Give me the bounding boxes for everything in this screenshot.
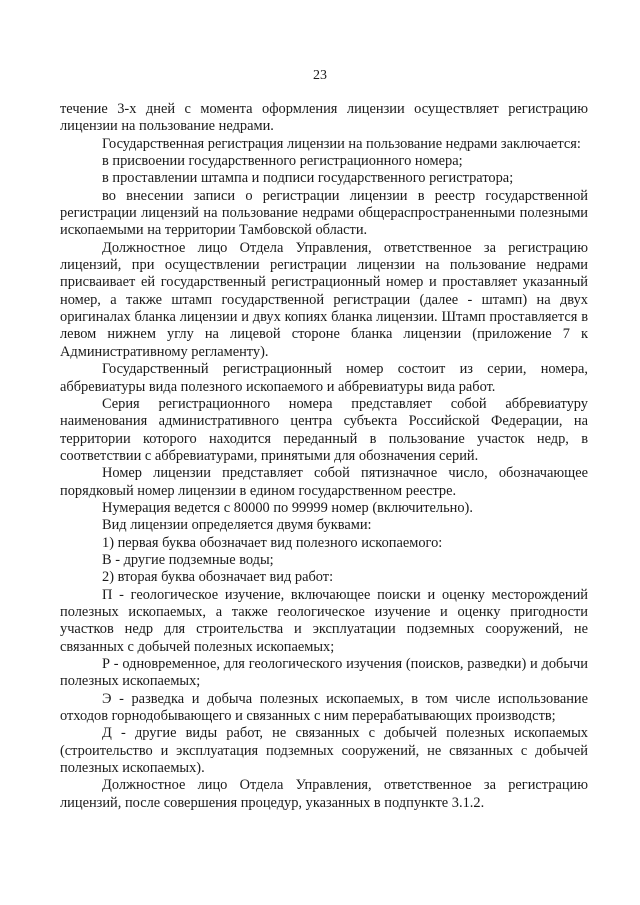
paragraph: Должностное лицо Отдела Управления, ответственное за регистрацию лицензий, при осуществлении регистрации лицензии на пользование недрами присваивает ей государственный регистрационный номер и проставляет указанный номер, а также штамп государственной регистрации (далее - штамп) на двух оригиналах бланка лицензии и двух копиях бланка лицензии. Штамп проставляется в левом нижнем углу на лицевой стороне бланка лицензии (приложение 7 к Административному регламенту). xyxy=(60,239,588,360)
paragraph: течение 3-х дней с момента оформления лицензии осуществляет регистрацию лицензии на пользование недрами. xyxy=(60,101,588,135)
list-item: Д - другие виды работ, не связанных с добычей полезных ископаемых (строительство и эксплуатация подземных сооружений, не связанных с добычей полезных ископаемых). xyxy=(60,725,588,777)
page-body xyxy=(60,101,588,812)
list-item: В - другие подземные воды; xyxy=(102,551,274,568)
paragraph: Серия регистрационного номера представляет собой аббревиатуру наименования административного центра субъекта Российской Федерации, на территории которого находится переданный в пользование участок недр, в соответствии с аббревиатурами, принятыми для обозначения серий. xyxy=(60,395,588,464)
paragraph: Нумерация ведется с 80000 по 99999 номер (включительно). xyxy=(102,499,473,516)
paragraph: Государственный регистрационный номер состоит из серии, номера, аббревиатуры вида полезного ископаемого и аббревиатуры вида работ. xyxy=(60,361,588,395)
list-item: 1) первая буква обозначает вид полезного ископаемого: xyxy=(102,534,443,551)
paragraph: Должностное лицо Отдела Управления, ответственное за регистрацию лицензий, после совершения процедур, указанных в подпункте 3.1.2. xyxy=(60,777,588,811)
list-item: Э - разведка и добыча полезных ископаемых, в том числе использование отходов горнодобывающего и связанных с ним перерабатывающих производств; xyxy=(60,690,588,725)
paragraph: Государственная регистрация лицензии на пользование недрами заключается: xyxy=(102,135,581,152)
list-item: во внесении записи о регистрации лицензии в реестр государственной регистрации лицензий на пользование недрами общераспространенными полезными ископаемыми на территории Тамбовской области. xyxy=(60,187,588,239)
paragraph: Номер лицензии представляет собой пятизначное число, обозначающее порядковый номер лицензии в едином государственном реестре. xyxy=(60,465,588,499)
list-item: 2) вторая буква обозначает вид работ: xyxy=(102,569,334,586)
list-item: в присвоении государственного регистрационного номера; xyxy=(102,153,463,170)
list-item: Р - одновременное, для геологического изучения (поисков, разведки) и добычи полезных ископаемых; xyxy=(60,656,588,690)
list-item: П - геологическое изучение, включающее поиски и оценку месторождений полезных ископаемых, а также геологическое изучение и оценку пригодности участков недр для строительства и эксплуатации подземных сооружений, не связанных с добычей полезных ископаемых; xyxy=(60,586,588,655)
paragraph: Вид лицензии определяется двумя буквами: xyxy=(102,517,372,534)
page-number: 23 xyxy=(313,68,327,83)
list-item: в проставлении штампа и подписи государственного регистратора; xyxy=(102,170,514,187)
